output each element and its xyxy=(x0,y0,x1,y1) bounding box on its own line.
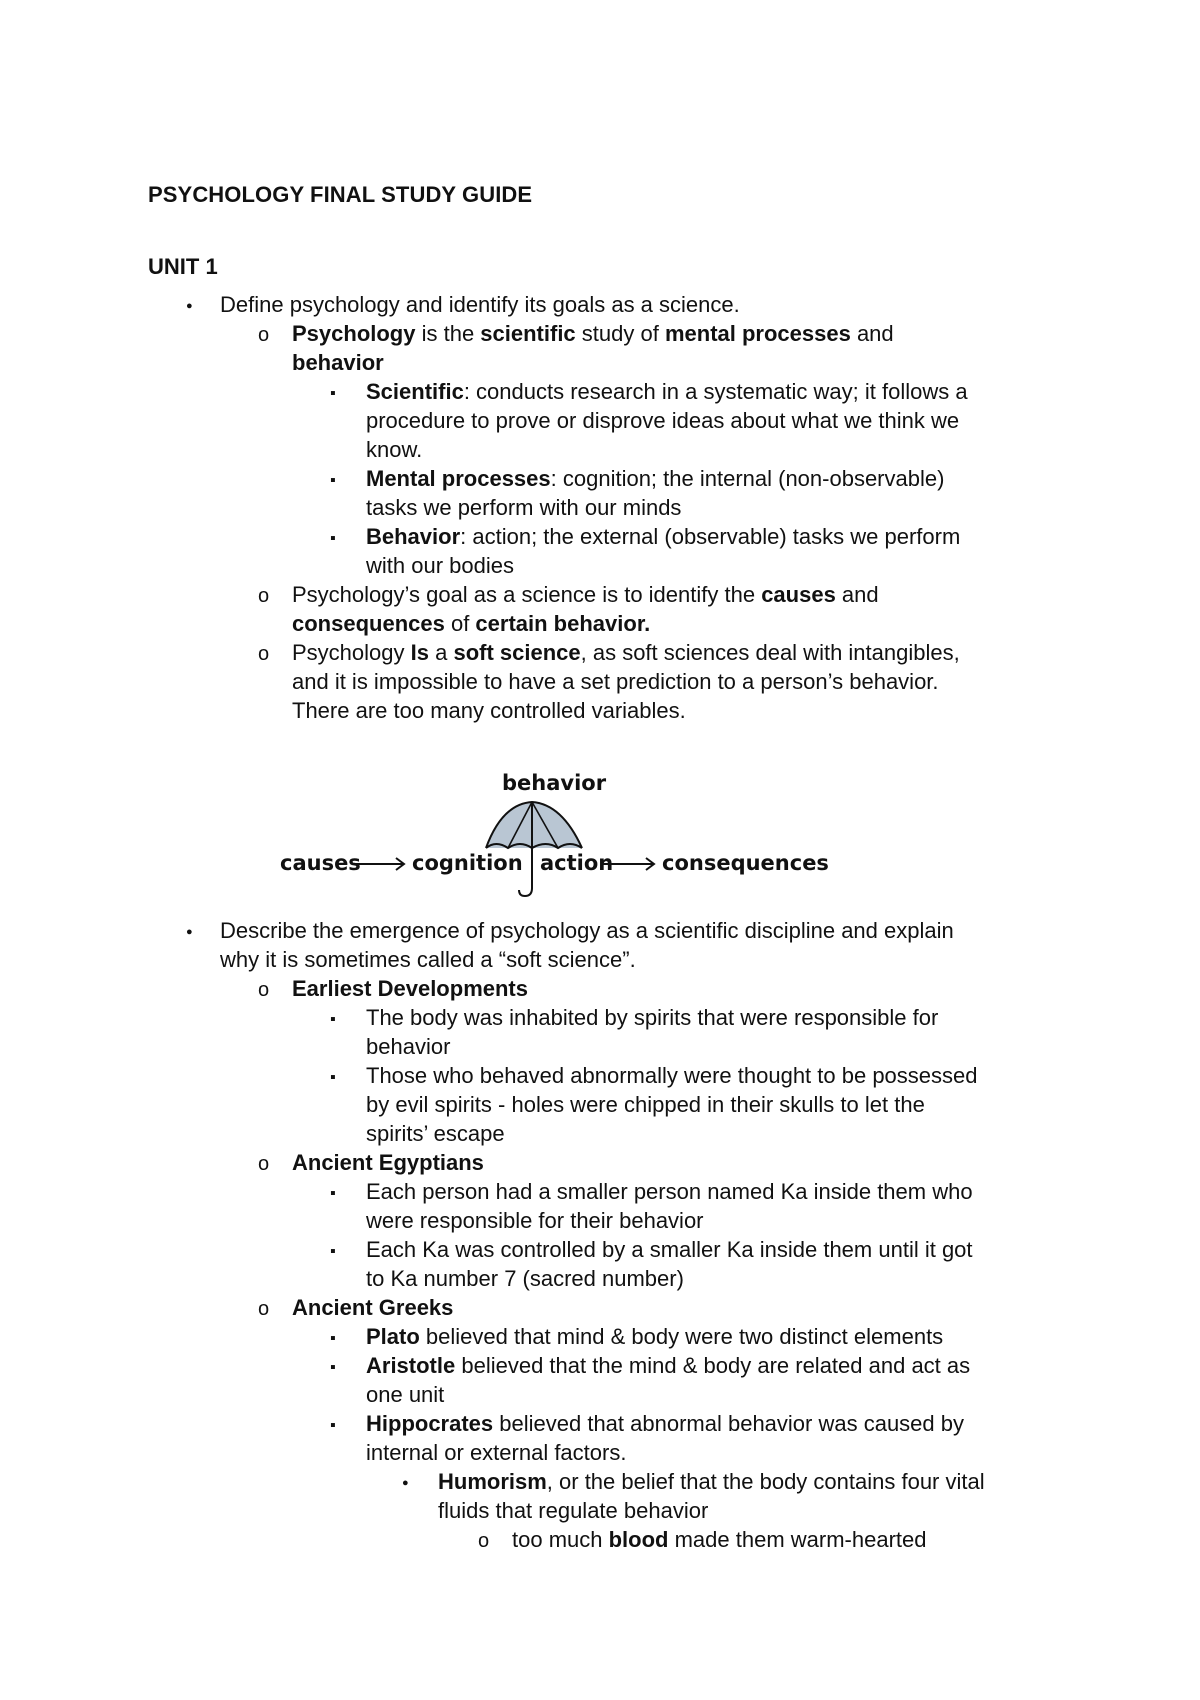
square-bullet-marker xyxy=(330,1235,336,1267)
square-bullet-marker xyxy=(330,464,336,496)
list-item: too much blood made them warm-hearted xyxy=(512,1527,927,1552)
diagram-label-action: action xyxy=(540,851,614,875)
list-item-continuation: with our bodies xyxy=(366,553,514,578)
diagram-label-cognition: cognition xyxy=(412,851,523,875)
umbrella-canopy xyxy=(486,802,582,848)
list-item: Each Ka was controlled by a smaller Ka inside them until it got xyxy=(366,1237,973,1262)
sub-bullet-marker xyxy=(258,319,269,350)
list-item-continuation: consequences of certain behavior. xyxy=(292,611,651,636)
list-item: Ancient Greeks xyxy=(292,1295,454,1320)
square-bullet-marker xyxy=(330,522,336,554)
square-bullet-marker xyxy=(330,1322,336,1354)
list-item: Mental processes: cognition; the internal (non-observable) xyxy=(366,466,945,491)
list-item-continuation: and it is impossible to have a set prediction to a person’s behavior. xyxy=(292,669,939,694)
list-item: Scientific: conducts research in a systematic way; it follows a xyxy=(366,379,968,404)
list-item: Each person had a smaller person named Ka inside them who xyxy=(366,1179,973,1204)
list-item: Define psychology and identify its goals as a science. xyxy=(220,292,740,317)
list-item: Hippocrates believed that abnormal behavior was caused by xyxy=(366,1411,964,1436)
list-item-continuation: behavior xyxy=(292,350,384,375)
list-item-continuation: fluids that regulate behavior xyxy=(438,1498,709,1523)
list-item: The body was inhabited by spirits that were responsible for xyxy=(366,1005,939,1030)
sub-bullet-marker xyxy=(258,974,269,1005)
sub-bullet-marker xyxy=(258,638,269,669)
list-item-continuation: one unit xyxy=(366,1382,445,1407)
list-item: Earliest Developments xyxy=(292,976,528,1001)
diagram-label-behavior: behavior xyxy=(502,771,607,795)
list-item: Describe the emergence of psychology as a scientific discipline and explain xyxy=(220,918,954,943)
list-item-continuation: know. xyxy=(366,437,423,462)
square-bullet-marker xyxy=(330,1177,336,1209)
list-item-continuation: spirits’ escape xyxy=(366,1121,505,1146)
list-item: Behavior: action; the external (observable) tasks we perform xyxy=(366,524,961,549)
list-item: Psychology’s goal as a science is to identify the causes and xyxy=(292,582,879,607)
list-item-continuation: were responsible for their behavior xyxy=(366,1208,704,1233)
square-bullet-marker xyxy=(330,1061,336,1093)
list-item: Humorism, or the belief that the body contains four vital xyxy=(438,1469,985,1494)
list-item: Psychology Is a soft science, as soft sciences deal with intangibles, xyxy=(292,640,960,665)
list-item: Those who behaved abnormally were thought to be possessed xyxy=(366,1063,978,1088)
list-item: Aristotle believed that the mind & body are related and act as xyxy=(366,1353,971,1378)
list-item: Ancient Egyptians xyxy=(292,1150,484,1175)
page-title: PSYCHOLOGY FINAL STUDY GUIDE xyxy=(148,182,533,207)
sub-bullet-marker xyxy=(478,1525,489,1556)
list-item-continuation: behavior xyxy=(366,1034,451,1059)
list-item: Plato believed that mind & body were two distinct elements xyxy=(366,1324,944,1349)
list-item-continuation: internal or external factors. xyxy=(366,1440,627,1465)
bullet-marker xyxy=(186,916,193,950)
square-bullet-marker xyxy=(330,1003,336,1035)
list-item-continuation: There are too many controlled variables. xyxy=(292,698,686,723)
diagram-label-consequences: consequences xyxy=(662,851,829,875)
sub-bullet-marker xyxy=(258,1293,269,1324)
list-item-continuation: tasks we perform with our minds xyxy=(366,495,682,520)
unit-heading: UNIT 1 xyxy=(148,254,218,279)
square-bullet-marker xyxy=(330,1409,336,1441)
sub-bullet-marker xyxy=(258,1148,269,1179)
list-item-continuation: procedure to prove or disprove ideas about what we think we xyxy=(366,408,960,433)
list-item-continuation: why it is sometimes called a “soft science”. xyxy=(220,947,636,972)
square-bullet-marker xyxy=(330,1351,336,1383)
list-item-continuation: to Ka number 7 (sacred number) xyxy=(366,1266,684,1291)
diagram-label-causes: causes xyxy=(280,851,361,875)
list-item: Psychology is the scientific study of mental processes and xyxy=(292,321,894,346)
list-item-continuation: by evil spirits - holes were chipped in their skulls to let the xyxy=(366,1092,925,1117)
behavior-diagram xyxy=(270,760,850,910)
bullet-marker xyxy=(186,290,193,324)
square-bullet-marker xyxy=(330,377,336,409)
bullet-marker xyxy=(402,1467,409,1501)
sub-bullet-marker xyxy=(258,580,269,611)
